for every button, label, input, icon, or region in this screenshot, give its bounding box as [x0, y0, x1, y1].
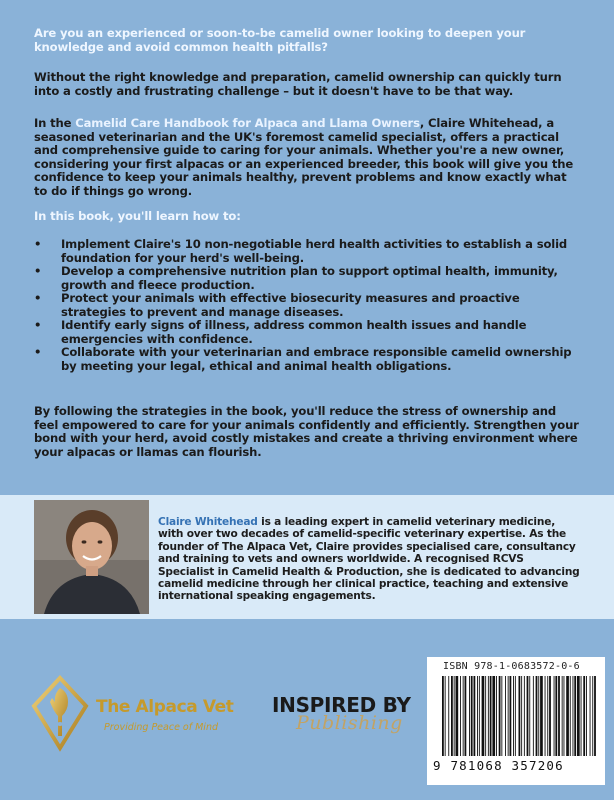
barcode-icon — [440, 676, 598, 756]
learn-list — [34, 238, 584, 373]
closing-paragraph: By following the strategies in the book, you'll reduce the stress of ownership and feel empowered to care for your animals confidently and efficiently. Strengthen your bond with your herd, avoid costly mistakes and create a thriving environment where your alpacas or llamas can flourish. — [34, 404, 579, 459]
barcode-digits: 9 781068 357206 — [433, 758, 564, 773]
learn-heading: In this book, you'll learn how to: — [34, 209, 241, 223]
list-item: • Collaborate with your veterinarian and embrace responsible camelid ownership by meeting your legal, ethical and animal health obligations. — [34, 345, 572, 373]
bullet-icon: • — [34, 264, 42, 278]
p2-after: , Claire Whitehead, a seasoned veterinarian and the UK's foremost camelid specialist, offers a practical and comprehensive guide to caring for your animals. Whether you're a new owner, considering your first alpacas or an experienced breeder, this book will give you the confidence to keep your animals healthy, prevent problems and know exactly what to do if things go wrong. — [34, 116, 574, 198]
publisher-logo-script: Publishing — [296, 712, 403, 734]
author-name: Claire Whitehead — [158, 516, 258, 528]
bullet-icon: • — [34, 318, 42, 332]
alpaca-vet-tagline: Providing Peace of Mind — [104, 722, 218, 733]
lead-question: Are you an experienced or soon-to-be camelid owner looking to deepen your knowledge and avoid common health pitfalls? — [34, 26, 526, 54]
book-title: Camelid Care Handbook for Alpaca and Llama Owners — [75, 116, 420, 130]
intro-paragraph: Without the right knowledge and preparation, camelid ownership can quickly turn into a costly and frustrating challenge – but it doesn't have to be that way. — [34, 70, 562, 98]
p2-before: In the — [34, 116, 76, 130]
bullet-icon: • — [34, 237, 42, 251]
bullet-icon: • — [34, 345, 42, 359]
list-item: • Identify early signs of illness, address common health issues and handle emergencies with confidence. — [34, 318, 527, 346]
list-item: • Protect your animals with effective biosecurity measures and proactive strategies to prevent and manage diseases. — [34, 291, 520, 319]
author-bio — [158, 516, 582, 603]
author-photo — [34, 500, 149, 614]
bullet-icon: • — [34, 291, 42, 305]
list-item: • Develop a comprehensive nutrition plan to support optimal health, immunity, growth and fleece production. — [34, 264, 558, 292]
list-item: • Implement Claire's 10 non-negotiable herd health activities to establish a solid foundation for your herd's well-being. — [34, 237, 568, 265]
author-bio-text: is a leading expert in camelid veterinary medicine, with over two decades of camelid-specific veterinary expertise. As the founder of The Alpaca Vet, Claire provides specialised care, consultancy and training to vets and owners worldwide. A recognised RCVS Specialist in Camelid Health & Production, she is dedicated to advancing camelid medicine through her clinical practice, teaching and extensive international speaking engagements. — [158, 516, 580, 603]
alpaca-vet-name: The Alpaca Vet — [96, 697, 234, 717]
publisher-logo-main: INSPIRED BY — [272, 693, 411, 717]
author-portrait-image — [34, 500, 149, 614]
description-paragraph — [34, 117, 582, 198]
isbn-label: ISBN 978-1-0683572-0-6 — [443, 661, 580, 672]
